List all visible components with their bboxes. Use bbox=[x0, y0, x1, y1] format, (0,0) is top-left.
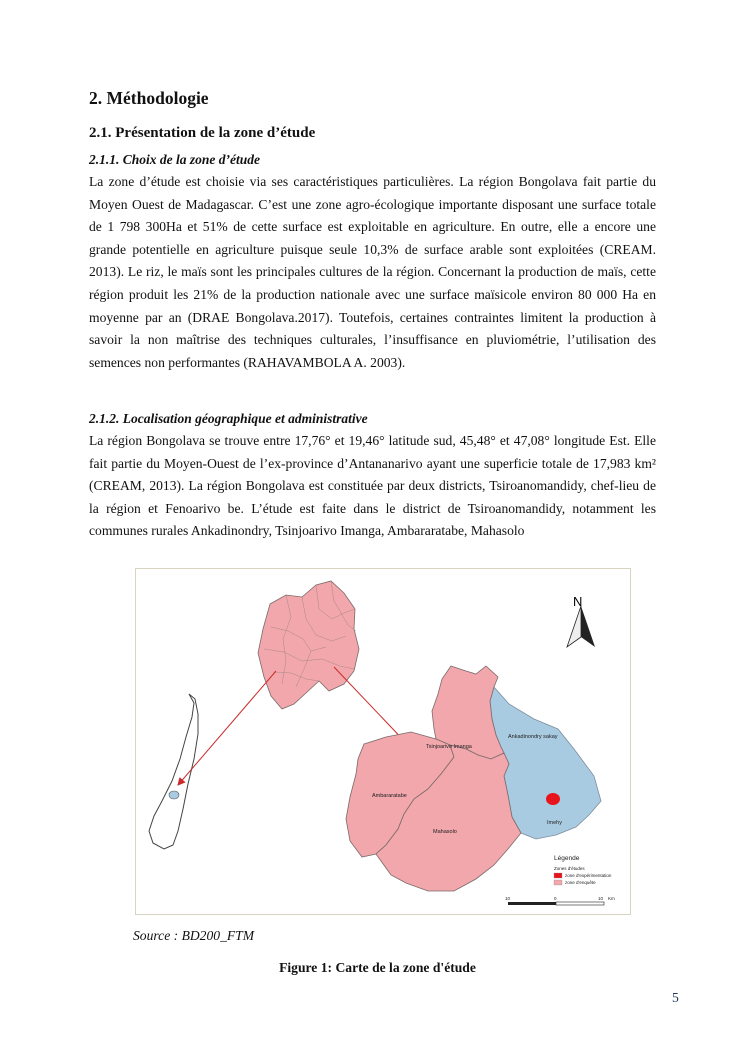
figure-caption: Figure 1: Carte de la zone d'étude bbox=[279, 960, 476, 975]
legend-item-survey: zone d'enquête bbox=[565, 880, 596, 885]
location-paragraph: La région Bongolava se trouve entre 17,76° et 19,46° latitude sud, 45,48° et 47,08° longitude Est. Elle fait partie du Moyen-Ouest de l’ex-province d’Antananarivo ayant une superficie totale de 17,983 km² (CREAM, 2013). La région Bongolava est constituée par deux districts, Tsiroanomandidy, chef-lieu de la région et Fenoarivo be. L’étude est faite dans le district de Tsiroanomandidy, notamment les communes rurales Ankadinondry, Tsinjoarivo Imanga, Ambararatabe, Mahasolo bbox=[89, 433, 656, 539]
figure-source: Source : BD200_FTM bbox=[133, 928, 255, 943]
arrow-to-study-area bbox=[334, 667, 409, 746]
legend-item-experiment: zone d'expérimentation bbox=[565, 873, 612, 878]
label-tsinjoarivo: Tsinjoarivo Imanga bbox=[426, 744, 472, 750]
label-ankadinondry: Ankadinondry sakay bbox=[508, 734, 558, 740]
study-area-map bbox=[135, 568, 631, 915]
location-heading: 2.1.2. Localisation géographique et administrative bbox=[89, 411, 368, 426]
experiment-site-marker bbox=[546, 793, 560, 805]
north-arrow-icon bbox=[567, 606, 595, 647]
legend-swatch-experiment bbox=[554, 873, 562, 878]
scale-left: 10 bbox=[505, 896, 511, 901]
choice-heading: 2.1.1. Choix de la zone d’étude bbox=[89, 152, 260, 167]
label-imehy: Imehy bbox=[547, 820, 562, 826]
label-mahasolo: Mahasolo bbox=[433, 829, 457, 835]
subsection-title: 2.1. Présentation de la zone d’étude bbox=[89, 125, 316, 141]
scale-mid: 0 bbox=[554, 896, 557, 901]
scale-unit: Km bbox=[608, 896, 615, 901]
choice-paragraph: La zone d’étude est choisie via ses caractéristiques particulières. La région Bongolava fait partie du Moyen Ouest de Madagascar. C’est une zone agro-écologique importante disposant une surface totale de 1 798 300Ha et 51% de cette surface est exploitable en agriculture. En outre, elle a encore une grande potentielle en agriculture puisque seule 10,3% de surface arable sont exploitées (CREAM. 2013). Le riz, le maïs sont les principales cultures de la région. Concernant la production de maïs, cette région produit les 21% de la production nationale avec une surface maïsicole environ 80 000 Ha en moyenne par an (DRAE Bongolava.2017). Toutefois, certaines contraintes limitent la production à savoir la non maîtrise des techniques culturales, l’insuffisance en pluviométrie, l’utilisation des semences non performantes (RAHAVAMBOLA A. 2003). bbox=[89, 174, 656, 370]
page-number: 5 bbox=[672, 990, 679, 1005]
legend-swatch-survey bbox=[554, 880, 562, 885]
scale-bar bbox=[505, 896, 615, 905]
scale-right: 10 bbox=[598, 896, 604, 901]
madagascar-region-highlight bbox=[169, 791, 179, 799]
madagascar-outline bbox=[149, 694, 198, 849]
legend-subtitle: Zones d'études bbox=[554, 866, 585, 871]
bongolava-region bbox=[258, 581, 359, 709]
map-legend bbox=[554, 855, 612, 885]
section-title: 2. Méthodologie bbox=[89, 88, 209, 108]
north-label: N bbox=[573, 594, 583, 609]
legend-title: Légende bbox=[554, 855, 580, 862]
label-ambararatabe: Ambararatabe bbox=[372, 793, 407, 799]
